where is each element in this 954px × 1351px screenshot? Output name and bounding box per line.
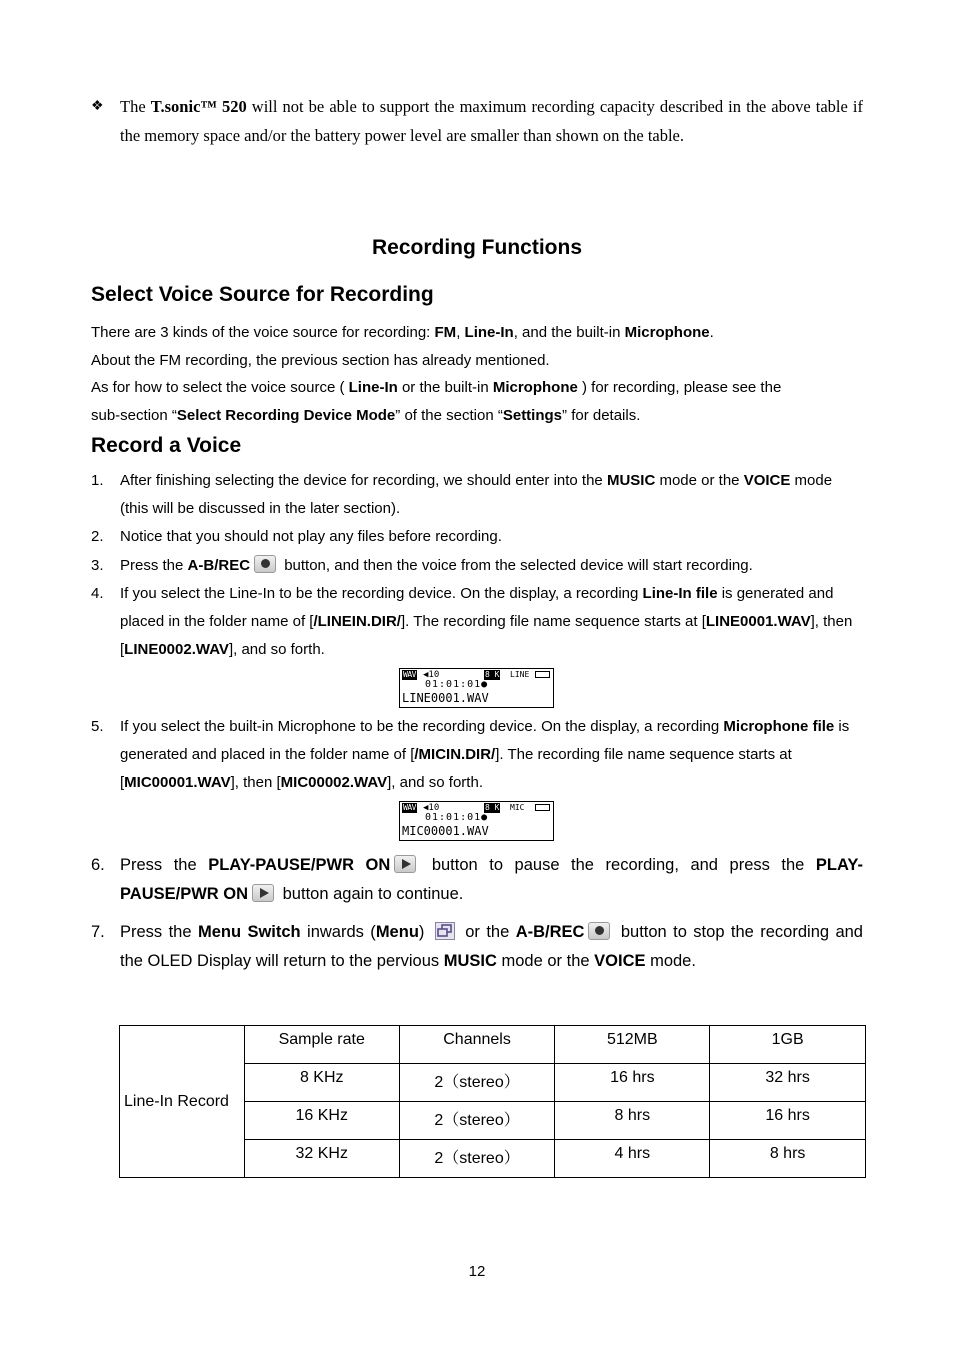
table-cell: 8 KHz xyxy=(244,1064,399,1102)
column-header: Sample rate xyxy=(244,1026,399,1064)
list-item: 7. Press the Menu Switch inwards (Menu) or the A-B/REC button to stop the recording and the OLED Display will return to the pervious MUSIC mode or the VOICE mode. xyxy=(91,923,863,970)
play-pause-button-icon xyxy=(252,884,274,902)
table-cell: 8 hrs xyxy=(710,1140,866,1178)
volume-indicator: ◀10 xyxy=(423,670,440,680)
para-line-1: There are 3 kinds of the voice source for recording: FM, Line-In, and the built-in Microphone. xyxy=(91,324,714,341)
list-item: 6. Press the PLAY-PAUSE/PWR ON button to pause the recording, and press the PLAY-PAUSE/PWR ON button again to continue. xyxy=(91,856,863,903)
play-pause-button-icon xyxy=(394,855,416,873)
table-cell: 2（stereo） xyxy=(399,1140,555,1178)
battery-icon xyxy=(535,804,550,811)
volume-indicator: ◀10 xyxy=(423,803,440,813)
para-line-3: As for how to select the voice source ( Line-In or the built-in Microphone ) for recording, please see the xyxy=(91,379,782,396)
page-number: 12 xyxy=(468,1263,486,1280)
table-cell: 16 hrs xyxy=(555,1064,710,1102)
record-button-icon xyxy=(588,922,610,940)
para-line-2: About the FM recording, the previous section has already mentioned. xyxy=(91,351,550,369)
section-title: Recording Functions xyxy=(372,236,582,259)
battery-icon xyxy=(535,671,550,678)
linein-oled-display: WAV ◀10 8 K LINE 01:01:01● LINE0001.WAV xyxy=(399,668,554,708)
table-cell: 2（stereo） xyxy=(399,1102,555,1140)
mic-oled-display: WAV ◀10 8 K MIC 01:01:01● MIC00001.WAV xyxy=(399,801,554,841)
row-label: Line-In Record xyxy=(120,1026,245,1178)
table-cell: 32 hrs xyxy=(710,1064,866,1102)
table-cell: 2（stereo） xyxy=(399,1064,555,1102)
column-header: 1GB xyxy=(710,1026,866,1064)
product-name: T.sonic™ 520 xyxy=(150,97,247,116)
list-item: 3. Press the A-B/REC button, and then the voice from the selected device will start recording. xyxy=(91,557,753,574)
select-source-heading: Select Voice Source for Recording xyxy=(91,283,434,306)
record-voice-heading: Record a Voice xyxy=(91,434,242,457)
diamond-bullet-icon: ❖ xyxy=(91,99,104,114)
column-header: Channels xyxy=(399,1026,555,1064)
list-item: 1. After finishing selecting the device for recording, we should enter into the MUSIC mode or the VOICE mode (this will be discussed in the later section). xyxy=(91,472,833,517)
table-cell: 16 KHz xyxy=(244,1102,399,1140)
select-source-paragraph xyxy=(91,319,871,429)
record-button-icon xyxy=(254,555,276,573)
menu-switch-icon xyxy=(435,922,455,940)
list-item: 2. Notice that you should not play any files before recording. xyxy=(91,528,502,545)
table-cell: 32 KHz xyxy=(244,1140,399,1178)
list-item: 5. If you select the built-in Microphone to be the recording device. On the display, a recording Microphone file is generated and placed in the folder name of [/MICIN.DIR/]. The recording file name sequence starts at [MIC00001.WAV], then [MIC00002.WAV], and so forth. xyxy=(91,718,850,791)
table-header-row xyxy=(120,1026,866,1064)
table-cell: 16 hrs xyxy=(710,1102,866,1140)
column-header: 512MB xyxy=(555,1026,710,1064)
para-line-4: sub-section “Select Recording Device Mode” of the section “Settings” for details. xyxy=(91,406,641,424)
table-cell: 4 hrs xyxy=(555,1140,710,1178)
capacity-note xyxy=(91,92,863,150)
recording-capacity-table xyxy=(119,1025,866,1178)
list-item: 4. If you select the Line-In to be the recording device. On the display, a recording Line-In file is generated and placed in the folder name of [/LINEIN.DIR/]. The recording file name sequence starts at [LINE0001.WAV], then [LINE0002.WAV], and so forth. xyxy=(91,585,853,658)
note-text: The T.sonic™ 520 will not be able to support the maximum recording capacity described in the above table if the memory space and/or the battery power level are smaller than shown on the table. xyxy=(120,97,863,145)
table-cell: 8 hrs xyxy=(555,1102,710,1140)
